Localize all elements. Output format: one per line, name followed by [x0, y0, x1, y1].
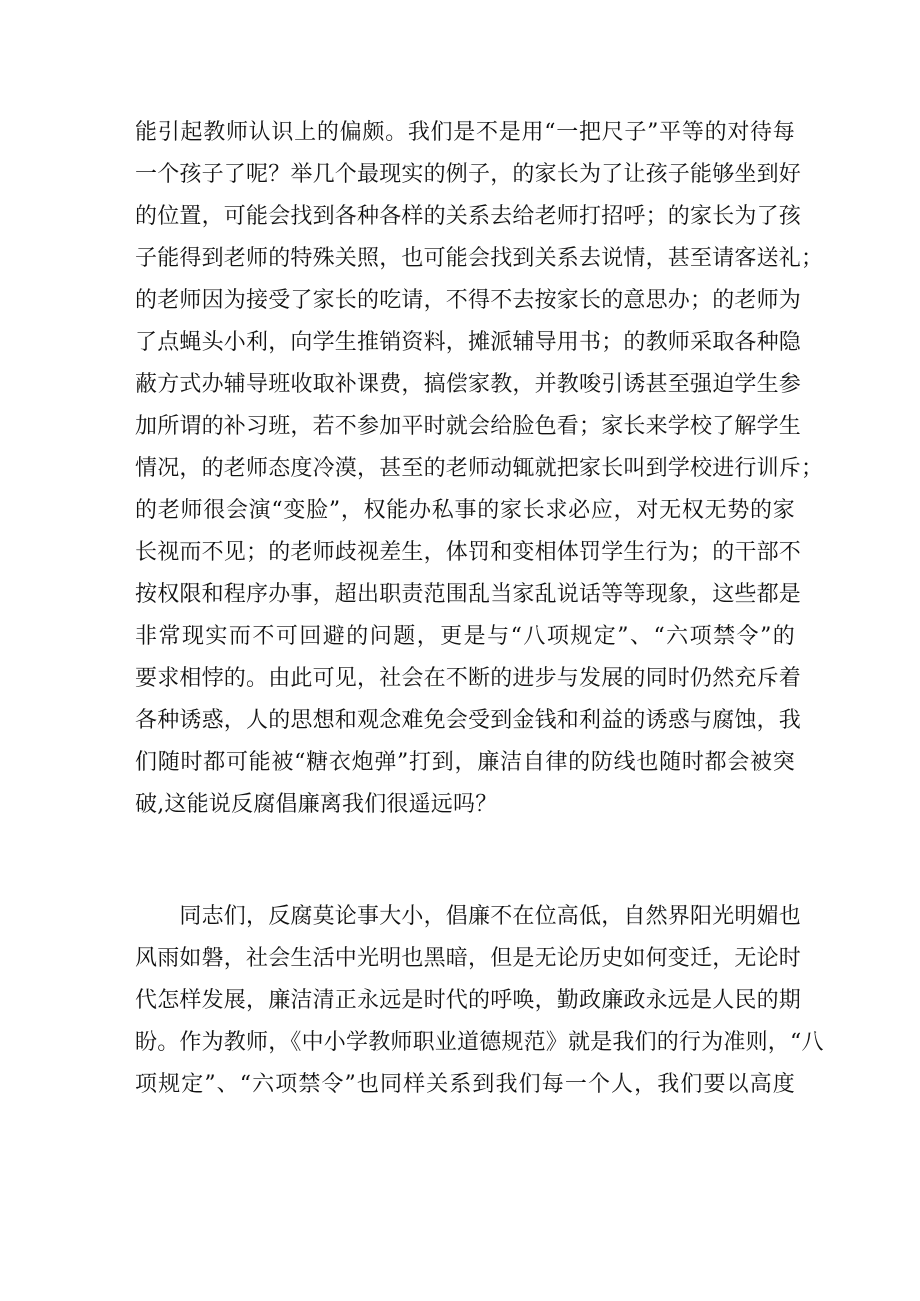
text-line: 能引起教师认识上的偏颇。我们是不是用“一把尺子”平等的对待每	[135, 120, 795, 145]
text-line: 各种诱惑，人的思想和观念难免会受到金钱和利益的诱惑与腐蚀，我	[135, 708, 802, 733]
text-line: 蔽方式办辅导班收取补课费，搞偿家教，并教唆引诱甚至强迫学生参	[135, 372, 802, 397]
body-paragraph-1	[135, 112, 824, 826]
text-line: 情况，的老师态度冷漠，甚至的老师动辄就把家长叫到学校进行训斥；	[135, 456, 824, 481]
text-line: 了点蝇头小利，向学生推销资料，摊派辅导用书；的教师采取各种隐	[135, 330, 802, 355]
text-line: 的老师因为接受了家长的吃请，不得不去按家长的意思办；的老师为	[135, 288, 802, 313]
text-line: 非常现实而不可回避的问题，更是与“八项规定”、“六项禁令”的	[135, 624, 795, 649]
text-line: 子能得到老师的特殊关照，也可能会找到关系去说情，甚至请客送礼；	[135, 246, 824, 271]
text-line: 风雨如磐，社会生活中光明也黑暗，但是无论历史如何变迁，无论时	[135, 946, 802, 971]
text-line: 的位置，可能会找到各种各样的关系去给老师打招呼；的家长为了孩	[135, 204, 802, 229]
text-line: 长视而不见；的老师歧视差生，体罚和变相体罚学生行为；的干部不	[135, 540, 802, 565]
text-line: 加所谓的补习班，若不参加平时就会给脸色看；家长来学校了解学生	[135, 414, 802, 439]
body-paragraph-2	[135, 896, 824, 1106]
text-line: 破,这能说反腐倡廉离我们很遥远吗？	[135, 792, 498, 817]
text-line: 盼。作为教师，《中小学教师职业道德规范》就是我们的行为准则，“八	[135, 1030, 824, 1055]
text-line: 项规定”、“六项禁令”也同样关系到我们每一个人，我们要以高度	[135, 1072, 795, 1097]
text-line: 一个孩子了呢？举几个最现实的例子，的家长为了让孩子能够坐到好	[135, 162, 802, 187]
text-line: 代怎样发展，廉洁清正永远是时代的呼唤，勤政廉政永远是人民的期	[135, 988, 802, 1013]
text-line: 要求相悖的。由此可见，社会在不断的进步与发展的同时仍然充斥着	[135, 666, 802, 691]
text-line: 按权限和程序办事，超出职责范围乱当家乱说话等等现象，这些都是	[135, 582, 802, 607]
text-line: 的老师很会演“变脸”，权能办私事的家长求必应，对无权无势的家	[135, 498, 795, 523]
text-line: 同志们，反腐莫论事大小，倡廉不在位高低，自然界阳光明媚也	[135, 904, 802, 929]
text-line: 们随时都可能被“糖衣炮弹”打到，廉洁自律的防线也随时都会被突	[135, 750, 795, 775]
